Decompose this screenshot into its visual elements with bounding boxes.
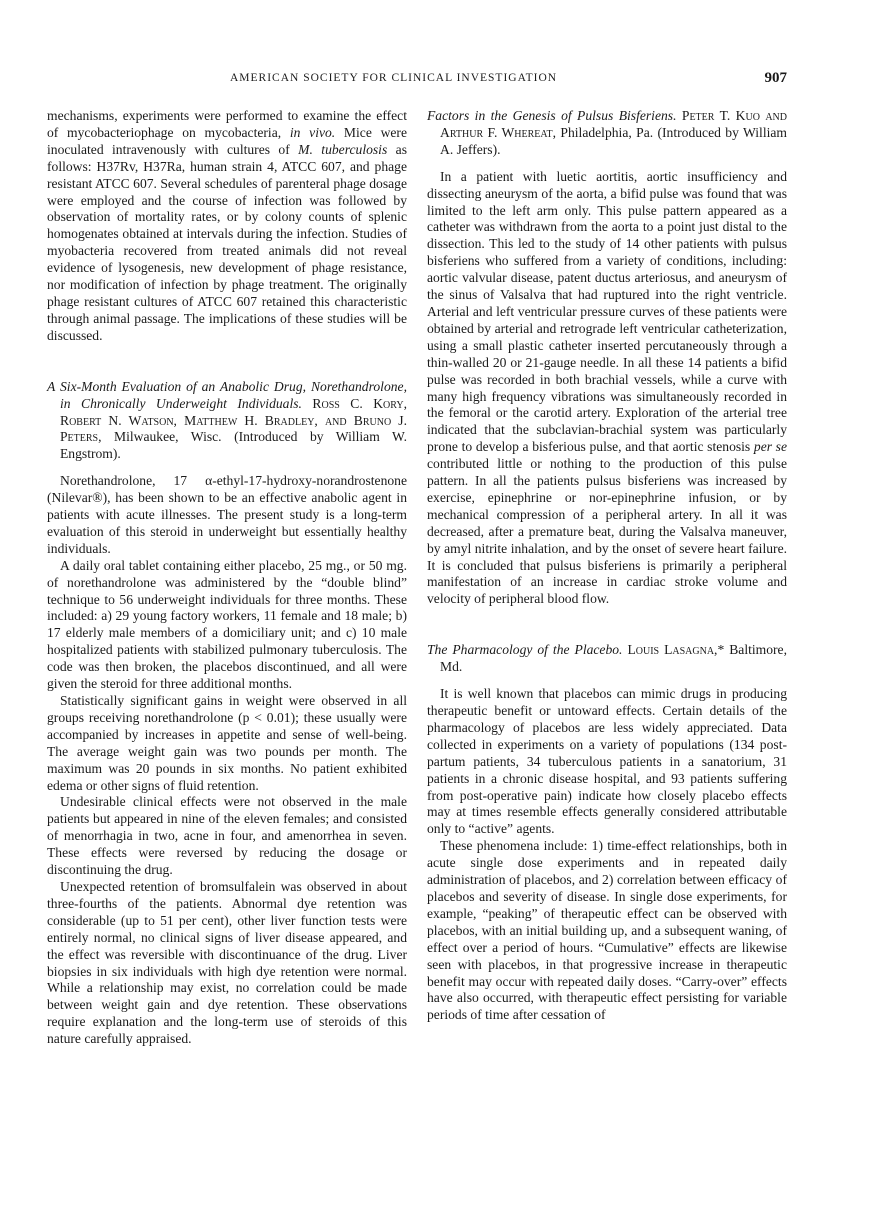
text-run: contributed little or nothing to the production of this pulse pattern. In all the patients pulsus bisferiens was increased by exercise, epinephrine or nor-epinephrine infusion, or by mechanical compression of a peripheral artery. In all it was decreased, after a premature beat, during the Valsalva maneuver, by amyl nitrite inhalation, and by the onset of severe heart failure. It is concluded that pulsus bisferiens is primarily a peripheral manifestation of an increase in cardiac stroke volume and velocity of peripheral blood flow. xyxy=(427,456,787,607)
abstract-heading-norethandrolone xyxy=(47,379,407,464)
abstract-authors: Ross C. Kory, Robert N. Watson, Matthew H. Bradley, and Bruno J. Peters xyxy=(60,395,407,445)
abstract-paragraph: Undesirable clinical effects were not observed in the male patients but appeared in nine of the eleven females; and consisted of menorrhagia in two, acne in four, and amenorrhea in seven. These effects were reversed by reducing the dosage or discontinuing the drug. xyxy=(47,794,407,878)
text-run: mechanisms, experiments were performed to examine the effect of mycobacteriophage on mycobacteria, xyxy=(47,108,407,140)
abstract-paragraph xyxy=(427,169,787,609)
abstract-authors: Peter T. Kuo and Arthur F. Whereat xyxy=(440,108,788,140)
abstract-title: The Pharmacology of the Placebo. xyxy=(427,642,623,658)
abstract-title: A Six-Month Evaluation of an Anabolic Drug, Norethandrolone, in Chronically Underweight Individuals. xyxy=(47,378,407,411)
section-gap xyxy=(47,463,407,473)
abstract-paragraph: Unexpected retention of bromsulfalein was observed in about three-fourths of the patients. Abnormal dye retention was considerable (up to 51 per cent), other liver function tests were entirely normal, no clinical signs of liver disease appeared, and the effect was reversible with discontinuance of the drug. Liver biopsies in six individuals with high dye retention were normal. While a relationship may exist, no correlation could be made between weight gain and dye retention. These observations require explanation and the long-term use of steroids of this nature carefully appraised. xyxy=(47,878,407,1047)
introduced-by: (Introduced by William W. Engstrom). xyxy=(60,429,407,462)
introduced-by: (Introduced by William A. Jeffers). xyxy=(440,124,787,157)
right-column xyxy=(427,108,787,1024)
abstract-heading-pulsus-bisferiens xyxy=(427,108,787,159)
section-gap xyxy=(47,345,407,379)
text-run: In a patient with luetic aortitis, aortic insufficiency and dissecting aneurysm of the aorta, a bifid pulse was found that was limited to the left arm only. This pulse pattern appeared as a catheter was withdrawn from the aorta to a point just distal to the dissection. This led to the study of 14 other patients with pulsus bisferiens who suffered from a variety of conditions, including: aortic valvular disease, patent ductus arteriosus, and aneurysm of the sinus of Valsalva that had ruptured into the right ventricle. Arterial and left ventricular pressure curves of these patients were obtained by arterial and retrograde left ventricular catheterization, using a small plastic catheter inserted percutaneously through a thin-walled 20 or 21-gauge needle. In all these 14 patients a bifid pulse was recorded in both brachial vessels, while a curve with many high frequency vibrations was simultaneously recorded in the femoral or the carotid artery. Exploration of the arterial tree indicated that the subclavian-brachial system was particularly prone to develop a bisferious pulse, and that aortic stenosis xyxy=(427,168,787,455)
italic-term: per se xyxy=(753,439,787,455)
page-number: 907 xyxy=(764,70,787,86)
abstract-location: Baltimore, Md. xyxy=(440,642,787,675)
abstract-authors: Louis Lasagna,* xyxy=(627,642,725,658)
page-header xyxy=(230,70,787,88)
text-run: Mice were inoculated intravenously with cultures of xyxy=(47,124,407,157)
abstract-location: , Philadelphia, Pa. xyxy=(552,124,654,140)
abstract-paragraph: Norethandrolone, 17 α-ethyl-17-hydroxy-norandrostenone (Nilevar®), has been shown to be an effective anabolic agent in patients with acute illnesses. The present study is a long-term evaluation of this steroid in underweight but essentially healthy individuals. xyxy=(47,473,407,556)
section-gap xyxy=(427,676,787,686)
section-gap xyxy=(427,608,787,642)
abstract-paragraph: A daily oral tablet containing either placebo, 25 mg., or 50 mg. of norethandrolone was administered by the “double blind” technique to 56 underweight individuals for three months. These included: a) 29 young factory workers, 11 female and 18 male; b) 17 elderly male members of a domiciliary unit; and c) 10 male hospitalized patients with stabilized pulmonary tuberculosis. The code was then broken, the placebos discontinued, and all were given the steroid for three additional months. xyxy=(47,557,407,692)
left-column xyxy=(47,108,407,1048)
abstract-paragraph: These phenomena include: 1) time-effect relationships, both in acute single dose experiments and in repeated daily administration of placebos, and 2) correlation between efficacy of placebos and severity of disease. In single dose experiments, for example, “peaking” of therapeutic effect can be observed with placebos, with an initial building up, and a subsequent waning, of effect over a period of hours. “Cumulative” effects are likewise seen with placebos, in that progressive increase in therapeutic benefit may occur with repeated daily doses. “Carry-over” effects have also occurred, with therapeutic effect persisting for variable periods of time after cessation of xyxy=(427,838,787,1023)
continuation-paragraph xyxy=(47,108,407,345)
italic-term: in vivo. xyxy=(289,124,336,140)
abstract-heading-placebo xyxy=(427,642,787,676)
italic-term: M. tuberculosis xyxy=(298,141,388,157)
section-gap xyxy=(427,159,787,169)
abstract-title: Factors in the Genesis of Pulsus Bisferiens. xyxy=(427,108,677,123)
abstract-paragraph: Statistically significant gains in weight were observed in all groups receiving norethandrolone (p < 0.01); these usually were accompanied by increases in appetite and sense of well-being. The average weight gain was two pounds per month. The maximum was 20 pounds in six months. No patient exhibited edema or other signs of fluid retention. xyxy=(47,693,407,793)
abstract-location: , Milwaukee, Wisc. xyxy=(98,429,222,445)
running-head: AMERICAN SOCIETY FOR CLINICAL INVESTIGATION xyxy=(230,72,558,84)
abstract-paragraph: It is well known that placebos can mimic drugs in producing therapeutic benefit or untoward effects. Certain details of the pharmacology of placebos are less widely appreciated. Data collected in experiments on a variety of populations (134 post-partum patients, 34 tuberculous patients in a sanatorium, 31 patients in a chronic disease hospital, and 93 patients suffering from post-operative pain) indicate how closely placebo effects may at times resemble effects generally considered attributable only to “active” agents. xyxy=(427,686,787,837)
text-run: as follows: H37Rv, H37Ra, human strain 4, ATCC 607, and phage resistant ATCC 607. Several schedules of parenteral phage dosage were employed and the course of infection was followed by observation of mortality rates, or by colony counts of splenic homogenates obtained at intervals during the infection. Studies of myobacteria recovered from treated animals did not reveal evidence of lysogenesis, new development of phage resistance, nor modification of infection by phage treatment. The originally phage resistant cultures of ATCC 607 retained this characteristic through animal passage. The implications of these studies will be discussed. xyxy=(47,141,407,343)
